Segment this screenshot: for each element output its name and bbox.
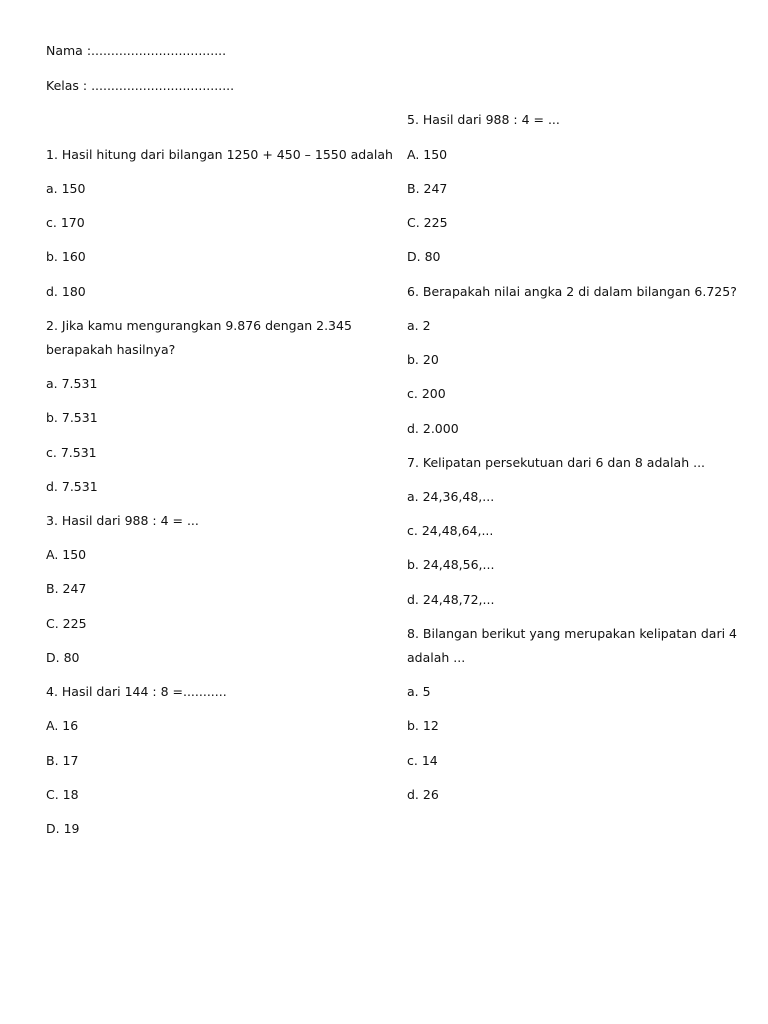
question-7-option: b. 24,48,56,... [407, 557, 495, 572]
question-3-option: C. 225 [46, 616, 87, 631]
question-2-option: a. 7.531 [46, 376, 98, 391]
question-2-text-line-2: berapakah hasilnya? [46, 342, 176, 357]
question-4-option: B. 17 [46, 753, 79, 768]
name-field-label: Nama :.................................. [46, 43, 227, 58]
question-2-option: d. 7.531 [46, 479, 98, 494]
question-4-option: D. 19 [46, 821, 80, 836]
question-2-option: c. 7.531 [46, 445, 97, 460]
question-5-text: 5. Hasil dari 988 : 4 = ... [407, 112, 560, 127]
question-3-option: B. 247 [46, 581, 87, 596]
question-7-option: c. 24,48,64,... [407, 523, 494, 538]
question-1-option: c. 170 [46, 215, 85, 230]
question-1-option: b. 160 [46, 249, 86, 264]
question-6-option: d. 2.000 [407, 421, 459, 436]
question-7-text: 7. Kelipatan persekutuan dari 6 dan 8 adalah ... [407, 455, 706, 470]
question-1-option: d. 180 [46, 284, 86, 299]
question-6-text: 6. Berapakah nilai angka 2 di dalam bilangan 6.725? [407, 284, 737, 299]
question-6-option: b. 20 [407, 352, 439, 367]
question-2-option: b. 7.531 [46, 410, 98, 425]
question-7-option: a. 24,36,48,... [407, 489, 495, 504]
question-5-option: D. 80 [407, 249, 441, 264]
question-4-option: A. 16 [46, 718, 79, 733]
question-6-option: a. 2 [407, 318, 431, 333]
question-1-option: a. 150 [46, 181, 86, 196]
class-field-label: Kelas : .................................... [46, 78, 235, 93]
question-8-option: a. 5 [407, 684, 431, 699]
question-8-option: d. 26 [407, 787, 439, 802]
question-8-text-line-2: adalah ... [407, 650, 466, 665]
question-5-option: C. 225 [407, 215, 448, 230]
question-6-option: c. 200 [407, 386, 446, 401]
question-3-option: D. 80 [46, 650, 80, 665]
question-8-text-line-1: 8. Bilangan berikut yang merupakan kelipatan dari 4 [407, 626, 737, 641]
question-3-option: A. 150 [46, 547, 87, 562]
question-4-option: C. 18 [46, 787, 79, 802]
question-4-text: 4. Hasil dari 144 : 8 =........... [46, 684, 227, 699]
question-5-option: A. 150 [407, 147, 448, 162]
question-2-text-line-1: 2. Jika kamu mengurangkan 9.876 dengan 2.345 [46, 318, 352, 333]
question-8-option: b. 12 [407, 718, 439, 733]
question-3-text: 3. Hasil dari 988 : 4 = ... [46, 513, 199, 528]
question-7-option: d. 24,48,72,... [407, 592, 495, 607]
question-8-option: c. 14 [407, 753, 438, 768]
question-5-option: B. 247 [407, 181, 448, 196]
question-1-text: 1. Hasil hitung dari bilangan 1250 + 450 – 1550 adalah [46, 147, 393, 162]
